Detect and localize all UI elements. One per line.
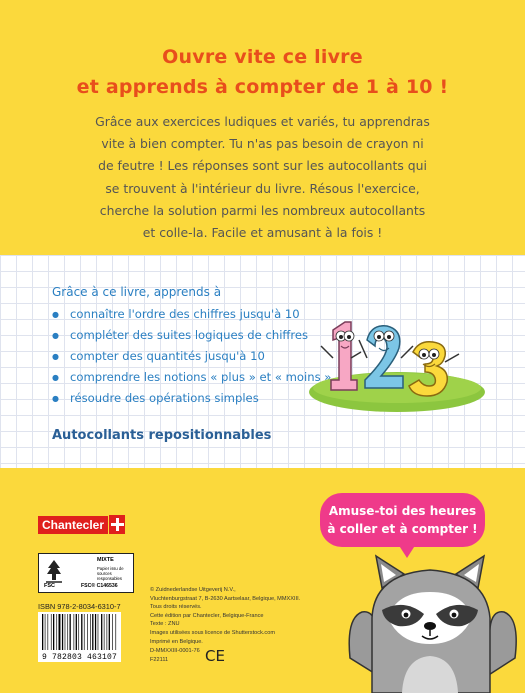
barcode-bar <box>56 614 57 650</box>
intro-line: vite à bien compter. Tu n'as pas besoin de crayon ni <box>101 136 424 152</box>
feature-item: ● compléter des suites logiques de chiffres <box>52 325 331 346</box>
feature-item: ● comprendre les notions « plus » et « moins » <box>52 367 331 388</box>
barcode-bar <box>45 614 46 650</box>
ce-mark: CE <box>205 647 225 665</box>
stickers-label: Autocollants repositionnables <box>52 428 272 443</box>
bubble-line-2: à coller et à compter ! <box>327 522 478 536</box>
barcode-bar <box>84 614 85 650</box>
legal-line: Tous droits réservés. <box>150 604 202 611</box>
feature-item: ● connaître l'ordre des chiffres jusqu'à 10 <box>52 304 331 325</box>
barcode-bar <box>81 614 82 650</box>
fsc-label <box>38 553 134 593</box>
numbers-123-characters-icon <box>305 318 485 413</box>
barcode-bar <box>70 614 71 650</box>
legal-line: Texte : ZNU <box>150 621 180 628</box>
intro-text <box>70 111 455 244</box>
fsc-code: FSC® C146536 <box>81 583 118 589</box>
fsc-brand: FSC <box>44 583 55 589</box>
barcode-bar <box>59 614 61 650</box>
barcode-digits: 9 782803 463107 <box>41 653 117 662</box>
barcode-bar <box>74 614 75 650</box>
barcode-bars <box>38 612 121 652</box>
fsc-sub: Papier issu de sources responsables <box>97 566 124 581</box>
barcode-bar <box>115 614 116 650</box>
barcode-bar <box>107 614 108 650</box>
barcode-bar <box>90 614 91 650</box>
features-list <box>52 304 331 409</box>
barcode-bar <box>101 614 102 650</box>
intro-line: et colle-la. Facile et amusant à la fois ! <box>142 225 383 241</box>
intro-line: de feutre ! Les réponses sont sur les autocollants qui <box>98 158 427 174</box>
feature-item: ● compter des quantités jusqu'à 10 <box>52 346 331 367</box>
legal-line: © Zuidnederlandse Uitgeverij N.V., <box>150 587 236 593</box>
barcode-bar <box>65 614 66 650</box>
barcode-bar <box>98 614 99 650</box>
barcode-bar <box>92 614 93 650</box>
speech-bubble <box>320 493 485 547</box>
barcode-bar <box>53 614 54 650</box>
headline-line-2: et apprends à compter de 1 à 10 ! <box>76 76 449 98</box>
barcode-bar <box>78 614 79 650</box>
barcode-bar <box>42 614 43 650</box>
intro-line: Grâce aux exercices ludiques et variés, tu apprendras <box>95 114 430 129</box>
intro-line: cherche la solution parmi les nombreux autocollants <box>99 202 426 218</box>
print-code: D-MMXXIII-0001-76 <box>150 648 200 654</box>
publisher-logo <box>38 515 125 534</box>
barcode-bar <box>62 614 63 650</box>
publisher-name: Chantecler <box>38 516 108 534</box>
barcode-bar <box>48 614 49 650</box>
feature-item: ● résoudre des opérations simples <box>52 388 331 409</box>
barcode-bar <box>76 614 77 650</box>
print-codes <box>150 647 200 664</box>
barcode-bar <box>104 614 105 650</box>
isbn-text: ISBN 978-2-8034-6310-7 <box>38 602 121 611</box>
barcode-bar <box>67 614 68 650</box>
headline-line-1: Ouvre vite ce livre <box>162 46 363 68</box>
barcode <box>38 612 121 662</box>
barcode-bar <box>109 614 110 650</box>
print-code: F22111 <box>150 656 169 663</box>
plus-icon <box>109 515 125 534</box>
intro-line: se trouvent à l'intérieur du livre. Résous l'exercice, <box>105 180 420 196</box>
legal-line: Cette édition par Chantecler, Belgique-France <box>150 612 264 619</box>
barcode-bar <box>87 614 88 650</box>
legal-line: Images utilisées sous licence de Shutterstock.com <box>150 629 275 636</box>
barcode-bar <box>112 614 113 650</box>
barcode-bar <box>51 614 52 650</box>
fsc-mixte: MIXTE <box>97 557 114 563</box>
features-lead: Grâce à ce livre, apprends à <box>52 285 222 299</box>
barcode-bar <box>95 614 96 650</box>
legal-line: Imprimé en Belgique. <box>150 638 203 645</box>
raccoon-mascot-icon <box>340 548 525 693</box>
legal-line: Vluchtenburgstraat 7, B-2630 Aartselaar, Belgique, MMXXIII. <box>150 595 301 602</box>
legal-notice <box>150 586 300 646</box>
bubble-line-1: Amuse-toi des heures <box>328 504 477 518</box>
